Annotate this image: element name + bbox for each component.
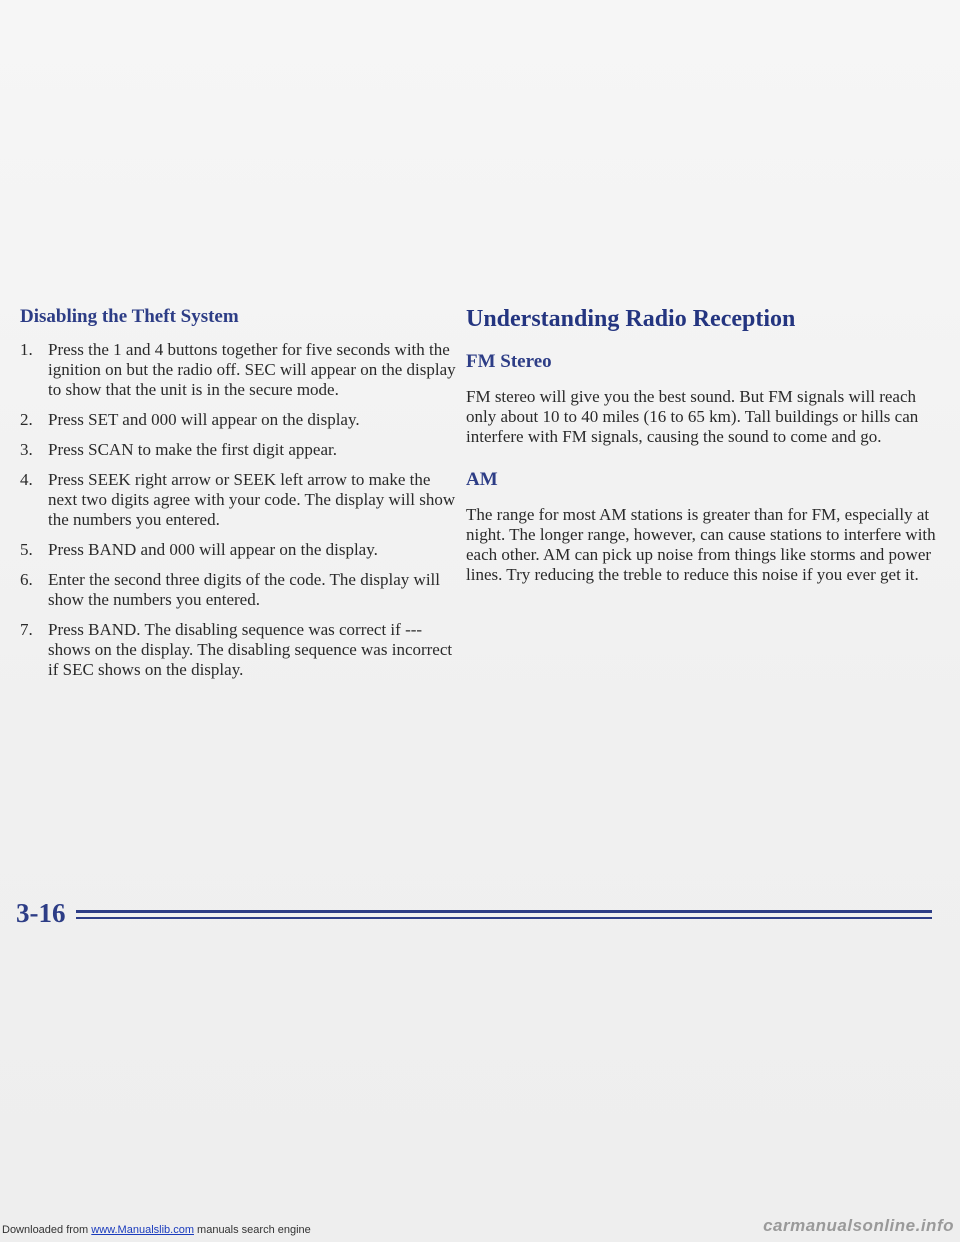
am-heading: AM bbox=[466, 469, 498, 490]
step-text: Press SET and 000 will appear on the display. bbox=[48, 410, 360, 429]
step-text: Press SEEK right arrow or SEEK left arrow to make the next two digits agree with your code. The display will show the numbers you entered. bbox=[48, 470, 456, 529]
fm-stereo-heading: FM Stereo bbox=[466, 351, 552, 372]
step-text: Press BAND. The disabling sequence was correct if --- shows on the display. The disabling sequence was incorrect if SEC shows on the display. bbox=[48, 620, 453, 679]
step-text: Press BAND and 000 will appear on the display. bbox=[48, 540, 378, 559]
left-column bbox=[20, 306, 460, 690]
step-item bbox=[20, 470, 460, 530]
right-column bbox=[466, 306, 936, 607]
step-text: Press SCAN to make the first digit appear. bbox=[48, 440, 337, 459]
step-item bbox=[20, 620, 460, 680]
step-text: Enter the second three digits of the code. The display will show the numbers you entered. bbox=[48, 570, 440, 609]
step-item bbox=[20, 340, 460, 400]
step-number: 7. bbox=[20, 620, 33, 639]
page-number: 3-16 bbox=[16, 898, 66, 928]
step-number: 5. bbox=[20, 540, 33, 559]
steps-list bbox=[20, 340, 460, 680]
step-number: 1. bbox=[20, 340, 33, 359]
step-item bbox=[20, 540, 460, 560]
step-text: Press the 1 and 4 buttons together for five seconds with the ignition on but the radio off. SEC will appear on the display to show that the unit is in the secure mode. bbox=[48, 340, 456, 399]
footer-rule-thick bbox=[76, 910, 932, 913]
download-prefix: Downloaded from bbox=[2, 1224, 92, 1236]
am-paragraph: The range for most AM stations is greater than for FM, especially at night. The longer range, however, can cause stations to interfere with each other. AM can pick up noise from things like storms and power lines. Try reducing the treble to reduce this noise if you ever get it. bbox=[466, 505, 936, 584]
step-item bbox=[20, 410, 460, 430]
step-number: 3. bbox=[20, 440, 33, 459]
step-number: 2. bbox=[20, 410, 33, 429]
manualslib-link[interactable]: www.Manualslib.com bbox=[91, 1224, 194, 1236]
step-item bbox=[20, 440, 460, 460]
radio-reception-heading: Understanding Radio Reception bbox=[466, 306, 796, 332]
download-suffix: manuals search engine bbox=[193, 1224, 311, 1236]
step-number: 4. bbox=[20, 470, 33, 489]
step-number: 6. bbox=[20, 570, 33, 589]
fm-stereo-paragraph: FM stereo will give you the best sound. But FM signals will reach only about 10 to 40 miles (16 to 65 km). Tall buildings or hills can interfere with FM signals, causing the sound to come and go. bbox=[466, 387, 919, 446]
step-item bbox=[20, 570, 460, 610]
download-notice bbox=[2, 1224, 311, 1236]
footer-rule-thin bbox=[76, 917, 932, 919]
watermark: carmanualsonline.info bbox=[763, 1216, 954, 1235]
theft-system-heading: Disabling the Theft System bbox=[20, 306, 239, 327]
